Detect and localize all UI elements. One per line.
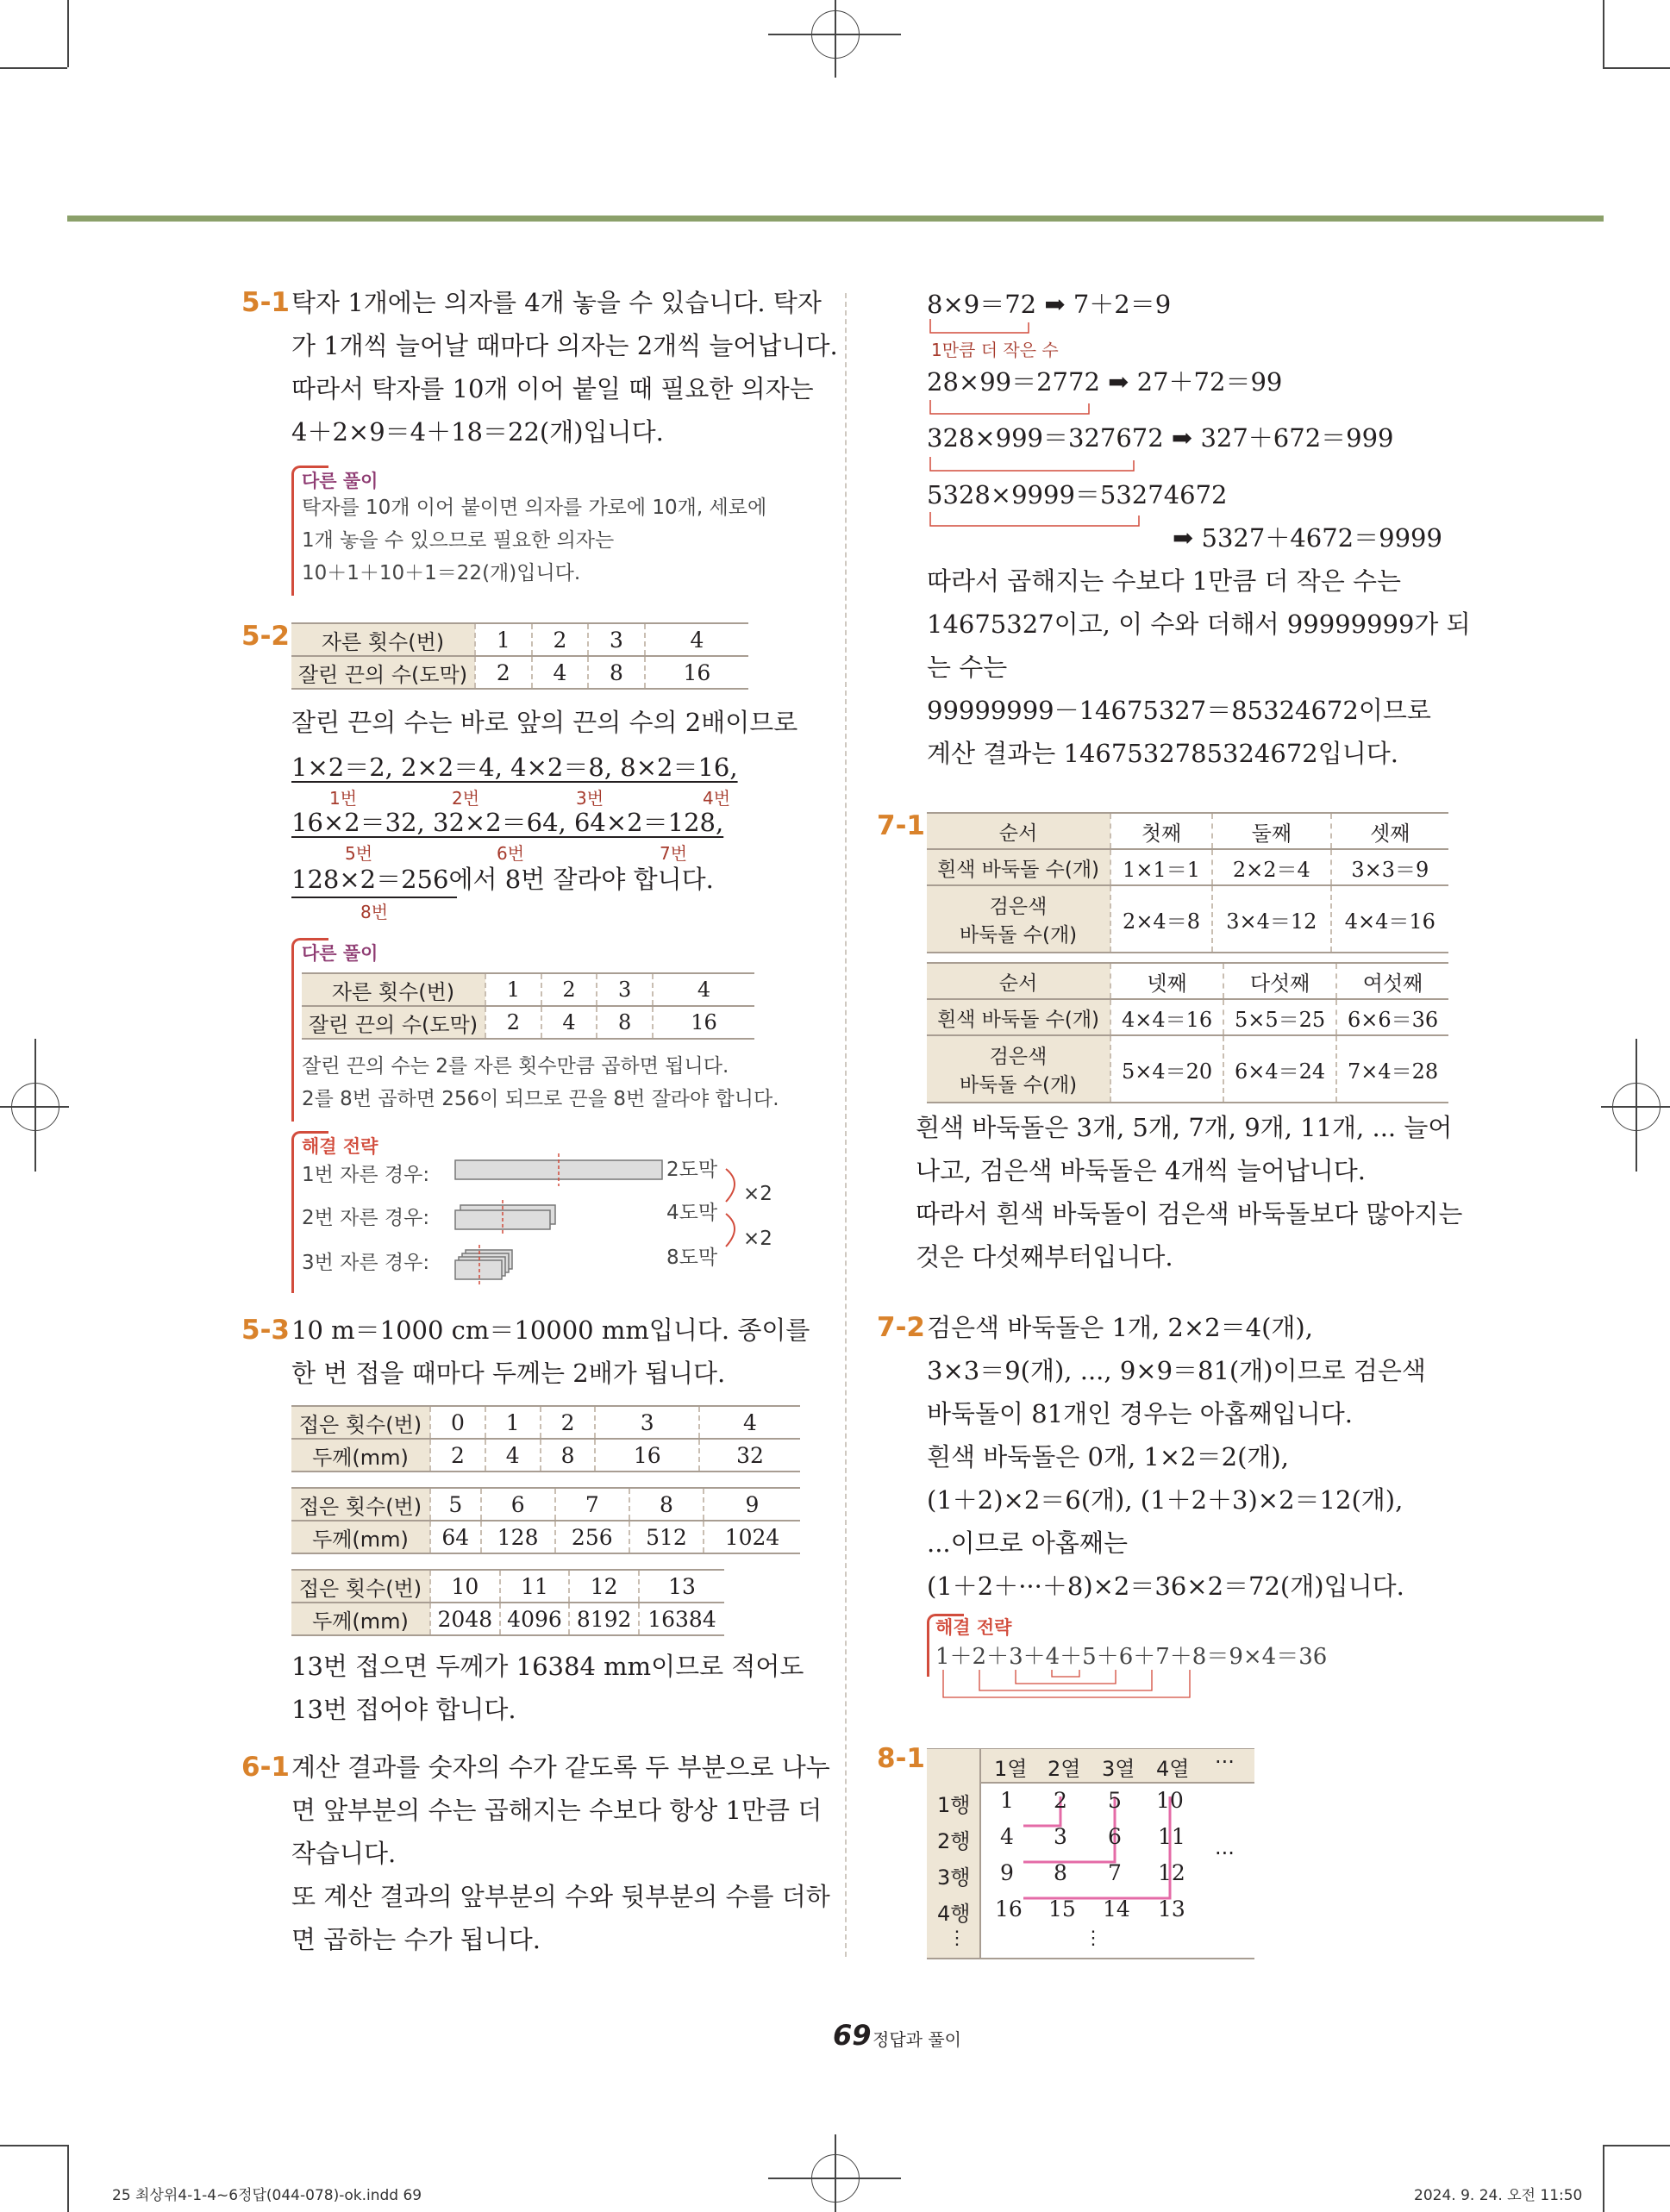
times-two-label: ×2 — [743, 1183, 772, 1205]
table-cell: 16 — [595, 1439, 699, 1472]
problem-number: 5-3 — [241, 1315, 291, 1346]
table-cell: 6 — [481, 1488, 555, 1521]
table-cell: 256 — [555, 1521, 629, 1553]
table-cell: 128 — [481, 1521, 555, 1553]
strategy-row-result: 8도막 — [666, 1247, 718, 1269]
table-cell: 16 — [645, 656, 748, 689]
alt-solution-label: 다른 풀이 — [302, 471, 378, 491]
table-cell: 8 — [597, 1006, 653, 1039]
text-line: 4＋2×9＝4＋18＝22(개)입니다. — [291, 417, 664, 447]
text-line: 것은 다섯째부터입니다. — [916, 1242, 1173, 1272]
text-line: 계산 결과는 1467532785324672입니다. — [927, 739, 1398, 768]
strategy-row-result: 4도막 — [666, 1202, 718, 1224]
bracket-arrows — [927, 319, 1168, 534]
grid-cell: 13 — [1158, 1896, 1185, 1921]
header-bar — [67, 216, 1604, 222]
text-line: 13번 접으면 두께가 16384 mm이므로 적어도 — [291, 1652, 804, 1681]
grid-cell: 8 — [1054, 1860, 1067, 1885]
grid-cell: ⋮ — [1084, 1928, 1103, 1949]
table-cell: 접은 횟수(번) — [291, 1406, 430, 1439]
table-cell: 1 — [485, 973, 541, 1006]
grid-cell: 14 — [1103, 1896, 1130, 1921]
grid-header: 4열 — [1156, 1757, 1190, 1781]
table-cell: 5×5＝25 — [1223, 999, 1336, 1035]
footer-file: 25 최상위4-1-4~6정답(044-078)-ok.indd 69 — [112, 2187, 422, 2204]
cut-count-label: 5번 — [345, 843, 373, 864]
text-line: (1＋2)×2＝6(개), (1＋2＋3)×2＝12(개), — [927, 1485, 1404, 1515]
table-cell: 두께(mm) — [291, 1521, 430, 1553]
grid-header: 3열 — [1102, 1757, 1135, 1781]
table-cell: 자른 횟수(번) — [302, 973, 485, 1006]
table-cell: 0 — [430, 1406, 485, 1439]
problem-number: 6-1 — [241, 1752, 291, 1783]
text-line: 나고, 검은색 바둑돌은 4개씩 늘어납니다. — [916, 1156, 1366, 1185]
grid-cell: 4 — [1000, 1824, 1014, 1849]
text-line: 탁자 1개에는 의자를 4개 놓을 수 있습니다. 탁자 — [291, 288, 822, 317]
cut-count-label: 4번 — [703, 788, 731, 809]
problem-number: 7-2 — [877, 1312, 926, 1343]
table-cell: 두께(mm) — [291, 1603, 430, 1635]
grid-cell: 16 — [995, 1896, 1023, 1921]
text-line: ...이므로 아홉째는 — [927, 1528, 1128, 1558]
registration-mark — [835, 0, 836, 78]
strategy-label: 해결 전략 — [935, 1617, 1012, 1638]
table-cell: 5 — [430, 1488, 481, 1521]
table-cell: 접은 횟수(번) — [291, 1570, 430, 1603]
problem-number: 7-1 — [877, 810, 926, 841]
table-cell: 2048 — [430, 1603, 500, 1635]
cut-count-label: 1번 — [329, 788, 358, 809]
alt-solution-line: 1개 놓을 수 있으므로 필요한 의자는 — [302, 529, 615, 552]
table-cell: 16384 — [639, 1603, 724, 1635]
text-line: 14675327이고, 이 수와 더해서 99999999가 되 — [927, 609, 1471, 639]
table-cell: 13 — [639, 1570, 724, 1603]
alt-solution-line: 잘린 끈의 수는 2를 자른 횟수만큼 곱하면 됩니다. — [302, 1055, 729, 1078]
strategy-row-result: 2도막 — [666, 1159, 718, 1181]
table-cell: 2 — [475, 656, 532, 689]
table-cell: 다섯째 — [1223, 963, 1336, 999]
crop-mark — [67, 2145, 69, 2212]
grid-labels — [927, 1748, 1254, 1959]
stones-table — [927, 812, 1448, 953]
strategy-row-label: 2번 자른 경우: — [302, 1207, 430, 1229]
crop-mark — [1603, 67, 1670, 69]
table-cell: 4×4＝16 — [1110, 999, 1223, 1035]
table-cell: 넷째 — [1110, 963, 1223, 999]
grid-row-label: 3행 — [937, 1865, 971, 1890]
text-line: 계산 결과를 숫자의 수가 같도록 두 부분으로 나누 — [291, 1753, 830, 1782]
grid-cell: 12 — [1158, 1860, 1185, 1885]
table-cell: 1×1＝1 — [1110, 849, 1212, 885]
table-cell: 32 — [699, 1439, 800, 1472]
table-cell: 흰색 바둑돌 수(개) — [927, 849, 1110, 885]
text-line: 면 곱하는 수가 됩니다. — [291, 1925, 541, 1954]
grid-header: 2열 — [1048, 1757, 1081, 1781]
grid-cell: 2 — [1054, 1788, 1067, 1813]
grid-side-dots: ··· — [1215, 1841, 1235, 1865]
cut-table — [291, 622, 748, 690]
table-cell: 8192 — [569, 1603, 639, 1635]
grid-cell: 6 — [1108, 1824, 1122, 1849]
paper-strips-illustration — [448, 1152, 672, 1290]
table-cell: 1 — [475, 623, 532, 656]
grid-header: ··· — [1215, 1750, 1235, 1774]
grid-row-label: 1행 — [937, 1793, 971, 1817]
table-cell: 자른 횟수(번) — [291, 623, 475, 656]
table-cell: 8 — [588, 656, 645, 689]
registration-mark — [835, 2134, 836, 2212]
alt-solution-line: 탁자를 10개 이어 붙이면 의자를 가로에 10개, 세로에 — [302, 497, 767, 519]
table-cell: 6×6＝36 — [1336, 999, 1448, 1035]
table-cell: 4 — [699, 1406, 800, 1439]
table-cell: 둘째 — [1212, 813, 1331, 849]
table-cell: 순서 — [927, 813, 1110, 849]
text-line: 바둑돌이 81개인 경우는 아홉째입니다. — [927, 1399, 1353, 1428]
table-cell: 10 — [430, 1570, 500, 1603]
text-line: 또 계산 결과의 앞부분의 수와 뒷부분의 수를 더하 — [291, 1882, 830, 1911]
text-line: 따라서 탁자를 10개 이어 붙일 때 필요한 의자는 — [291, 374, 814, 403]
grid-cell: 9 — [1000, 1860, 1014, 1885]
table-cell: 512 — [629, 1521, 704, 1553]
crop-mark — [1603, 2145, 1670, 2146]
crop-mark — [0, 67, 67, 69]
table-cell: 검은색 바둑돌 수(개) — [927, 1035, 1110, 1103]
equation-line: 328×999＝327672 ➡ 327＋672＝999 — [927, 423, 1394, 453]
fold-table — [291, 1569, 724, 1636]
grid-cell: 11 — [1158, 1824, 1185, 1849]
table-cell: 2×4＝8 — [1110, 885, 1212, 953]
grid-cell: 7 — [1108, 1860, 1122, 1885]
annotation-note: 1만큼 더 작은 수 — [931, 340, 1059, 360]
table-cell: 4 — [485, 1439, 541, 1472]
table-cell: 순서 — [927, 963, 1110, 999]
table-cell: 11 — [500, 1570, 570, 1603]
equation-line: 8×9＝72 ➡ 7＋2＝9 — [927, 290, 1172, 319]
text-line: 13번 접어야 합니다. — [291, 1695, 516, 1724]
stones-table — [927, 962, 1448, 1103]
table-cell: 4 — [645, 623, 748, 656]
grid-row-label: 2행 — [937, 1829, 971, 1853]
table-cell: 검은색 바둑돌 수(개) — [927, 885, 1110, 953]
text-line: 99999999－14675327＝85324672이므로 — [927, 696, 1431, 725]
text-line: 작습니다. — [291, 1839, 397, 1868]
grid-cell: 15 — [1048, 1896, 1076, 1921]
crop-mark — [67, 0, 69, 67]
table-cell: 8 — [629, 1488, 704, 1521]
table-cell: 2 — [485, 1006, 541, 1039]
table-cell: 3 — [595, 1406, 699, 1439]
text-line: 따라서 곱해지는 수보다 1만큼 더 작은 수는 — [927, 566, 1401, 596]
grid-header: 1열 — [994, 1757, 1028, 1781]
table-cell: 7×4＝28 — [1336, 1035, 1448, 1103]
crop-mark — [0, 2145, 67, 2146]
cut-count-label: 6번 — [497, 843, 525, 864]
equation-line: 16×2＝32, 32×2＝64, 64×2＝128, — [291, 808, 724, 837]
column-divider — [845, 293, 847, 1957]
equation-line — [291, 864, 714, 895]
text-line: 잘린 끈의 수는 바로 앞의 끈의 수의 2배이므로 — [291, 708, 798, 737]
alt-cut-table — [302, 972, 754, 1040]
cut-count-label: 2번 — [452, 788, 480, 809]
crop-mark — [1603, 2145, 1604, 2212]
text-line: 따라서 흰색 바둑돌이 검은색 바둑돌보다 많아지는 — [916, 1199, 1463, 1228]
footer-date: 2024. 9. 24. 오전 11:50 — [1414, 2187, 1583, 2204]
table-cell: 3×3＝9 — [1331, 849, 1448, 885]
table-cell: 5×4＝20 — [1110, 1035, 1223, 1103]
problem-number: 5-2 — [241, 621, 291, 652]
table-cell: 64 — [430, 1521, 481, 1553]
strategy-row-label: 1번 자른 경우: — [302, 1164, 430, 1186]
grid-cell: 1 — [1000, 1788, 1014, 1813]
grid-cell: 10 — [1156, 1788, 1184, 1813]
cut-count-label: 7번 — [660, 843, 688, 864]
table-cell: 4×4＝16 — [1331, 885, 1448, 953]
table-cell: 4096 — [500, 1603, 570, 1635]
problem-number: 5-1 — [241, 287, 291, 318]
text-line: 가 1개씩 늘어날 때마다 의자는 2개씩 늘어납니다. — [291, 331, 838, 360]
fold-table — [291, 1405, 800, 1472]
table-cell: 3 — [588, 623, 645, 656]
table-cell: 6×4＝24 — [1223, 1035, 1336, 1103]
strategy-label: 해결 전략 — [302, 1136, 378, 1157]
text-line: 10 m＝1000 cm＝10000 mm입니다. 종이를 — [291, 1315, 810, 1345]
table-cell: 첫째 — [1110, 813, 1212, 849]
grid-row-label: ⋮ — [948, 1928, 966, 1949]
crop-mark — [1603, 0, 1604, 67]
strategy-text: 1＋2＋3＋4＋5＋6＋7＋8＝9×4＝36 — [935, 1644, 1328, 1670]
problem-number: 8-1 — [877, 1743, 926, 1774]
fold-table — [291, 1487, 800, 1554]
page-number: 69 — [833, 2019, 872, 2052]
table-cell: 두께(mm) — [291, 1439, 430, 1472]
table-cell: 접은 횟수(번) — [291, 1488, 430, 1521]
pairing-brackets — [940, 1668, 1216, 1711]
table-cell: 4 — [532, 656, 589, 689]
text-line: 흰색 바둑돌은 0개, 1×2＝2(개), — [927, 1442, 1289, 1472]
table-cell: 잘린 끈의 수(도막) — [302, 1006, 485, 1039]
table-cell: 8 — [541, 1439, 596, 1472]
table-cell: 4 — [541, 1006, 597, 1039]
cut-count-label: 3번 — [576, 788, 604, 809]
table-cell: 셋째 — [1331, 813, 1448, 849]
equation-line: 28×99＝2772 ➡ 27＋72＝99 — [927, 367, 1283, 397]
table-cell: 3 — [597, 973, 653, 1006]
alt-solution-label: 다른 풀이 — [302, 943, 378, 964]
table-cell: 흰색 바둑돌 수(개) — [927, 999, 1110, 1035]
text-line: 한 번 접을 때마다 두께는 2배가 됩니다. — [291, 1359, 726, 1388]
table-cell: 16 — [653, 1006, 754, 1039]
table-cell: 4 — [653, 973, 754, 1006]
table-cell: 3×4＝12 — [1212, 885, 1331, 953]
table-cell: 9 — [704, 1488, 800, 1521]
text-line: (1＋2＋···＋8)×2＝36×2＝72(개)입니다. — [927, 1572, 1404, 1601]
registration-mark — [1636, 1039, 1637, 1172]
text-line: 검은색 바둑돌은 1개, 2×2＝4(개), — [927, 1313, 1313, 1342]
equation-line: 5328×9999＝53274672 — [927, 480, 1228, 509]
equation-line: ➡ 5327＋4672＝9999 — [1173, 523, 1442, 553]
table-cell: 2×2＝4 — [1212, 849, 1331, 885]
grid-row-label: 4행 — [937, 1902, 971, 1926]
table-cell: 1024 — [704, 1521, 800, 1553]
equation-text: 128×2＝256에서 8번 잘라야 합니다. — [291, 865, 714, 894]
table-cell: 2 — [532, 623, 589, 656]
text-line: 3×3＝9(개), ..., 9×9＝81(개)이므로 검은색 — [927, 1356, 1426, 1385]
table-cell: 잘린 끈의 수(도막) — [291, 656, 475, 689]
equation-line: 1×2＝2, 2×2＝4, 4×2＝8, 8×2＝16, — [291, 753, 738, 782]
table-cell: 1 — [485, 1406, 541, 1439]
table-cell: 12 — [569, 1570, 639, 1603]
table-cell: 2 — [430, 1439, 485, 1472]
text-line: 흰색 바둑돌은 3개, 5개, 7개, 9개, 11개, ... 늘어 — [916, 1113, 1453, 1142]
strategy-row-label: 3번 자른 경우: — [302, 1252, 430, 1274]
registration-mark — [34, 1039, 36, 1172]
grid-cell: 3 — [1054, 1824, 1067, 1849]
table-cell: 7 — [555, 1488, 629, 1521]
text-line: 는 수는 — [927, 653, 1008, 682]
table-cell: 여섯째 — [1336, 963, 1448, 999]
cut-count-label: 8번 — [360, 902, 389, 922]
table-cell: 2 — [541, 1406, 596, 1439]
times-two-label: ×2 — [743, 1228, 772, 1250]
alt-solution-line: 2를 8번 곱하면 256이 되므로 끈을 8번 잘라야 합니다. — [302, 1088, 779, 1110]
table-cell: 2 — [541, 973, 597, 1006]
page-section: 정답과 풀이 — [873, 2029, 961, 2050]
alt-solution-line: 10＋1＋10＋1＝22(개)입니다. — [302, 562, 581, 584]
text-line: 면 앞부분의 수는 곱해지는 수보다 항상 1만큼 더 — [291, 1796, 822, 1825]
grid-cell: 5 — [1108, 1788, 1122, 1813]
